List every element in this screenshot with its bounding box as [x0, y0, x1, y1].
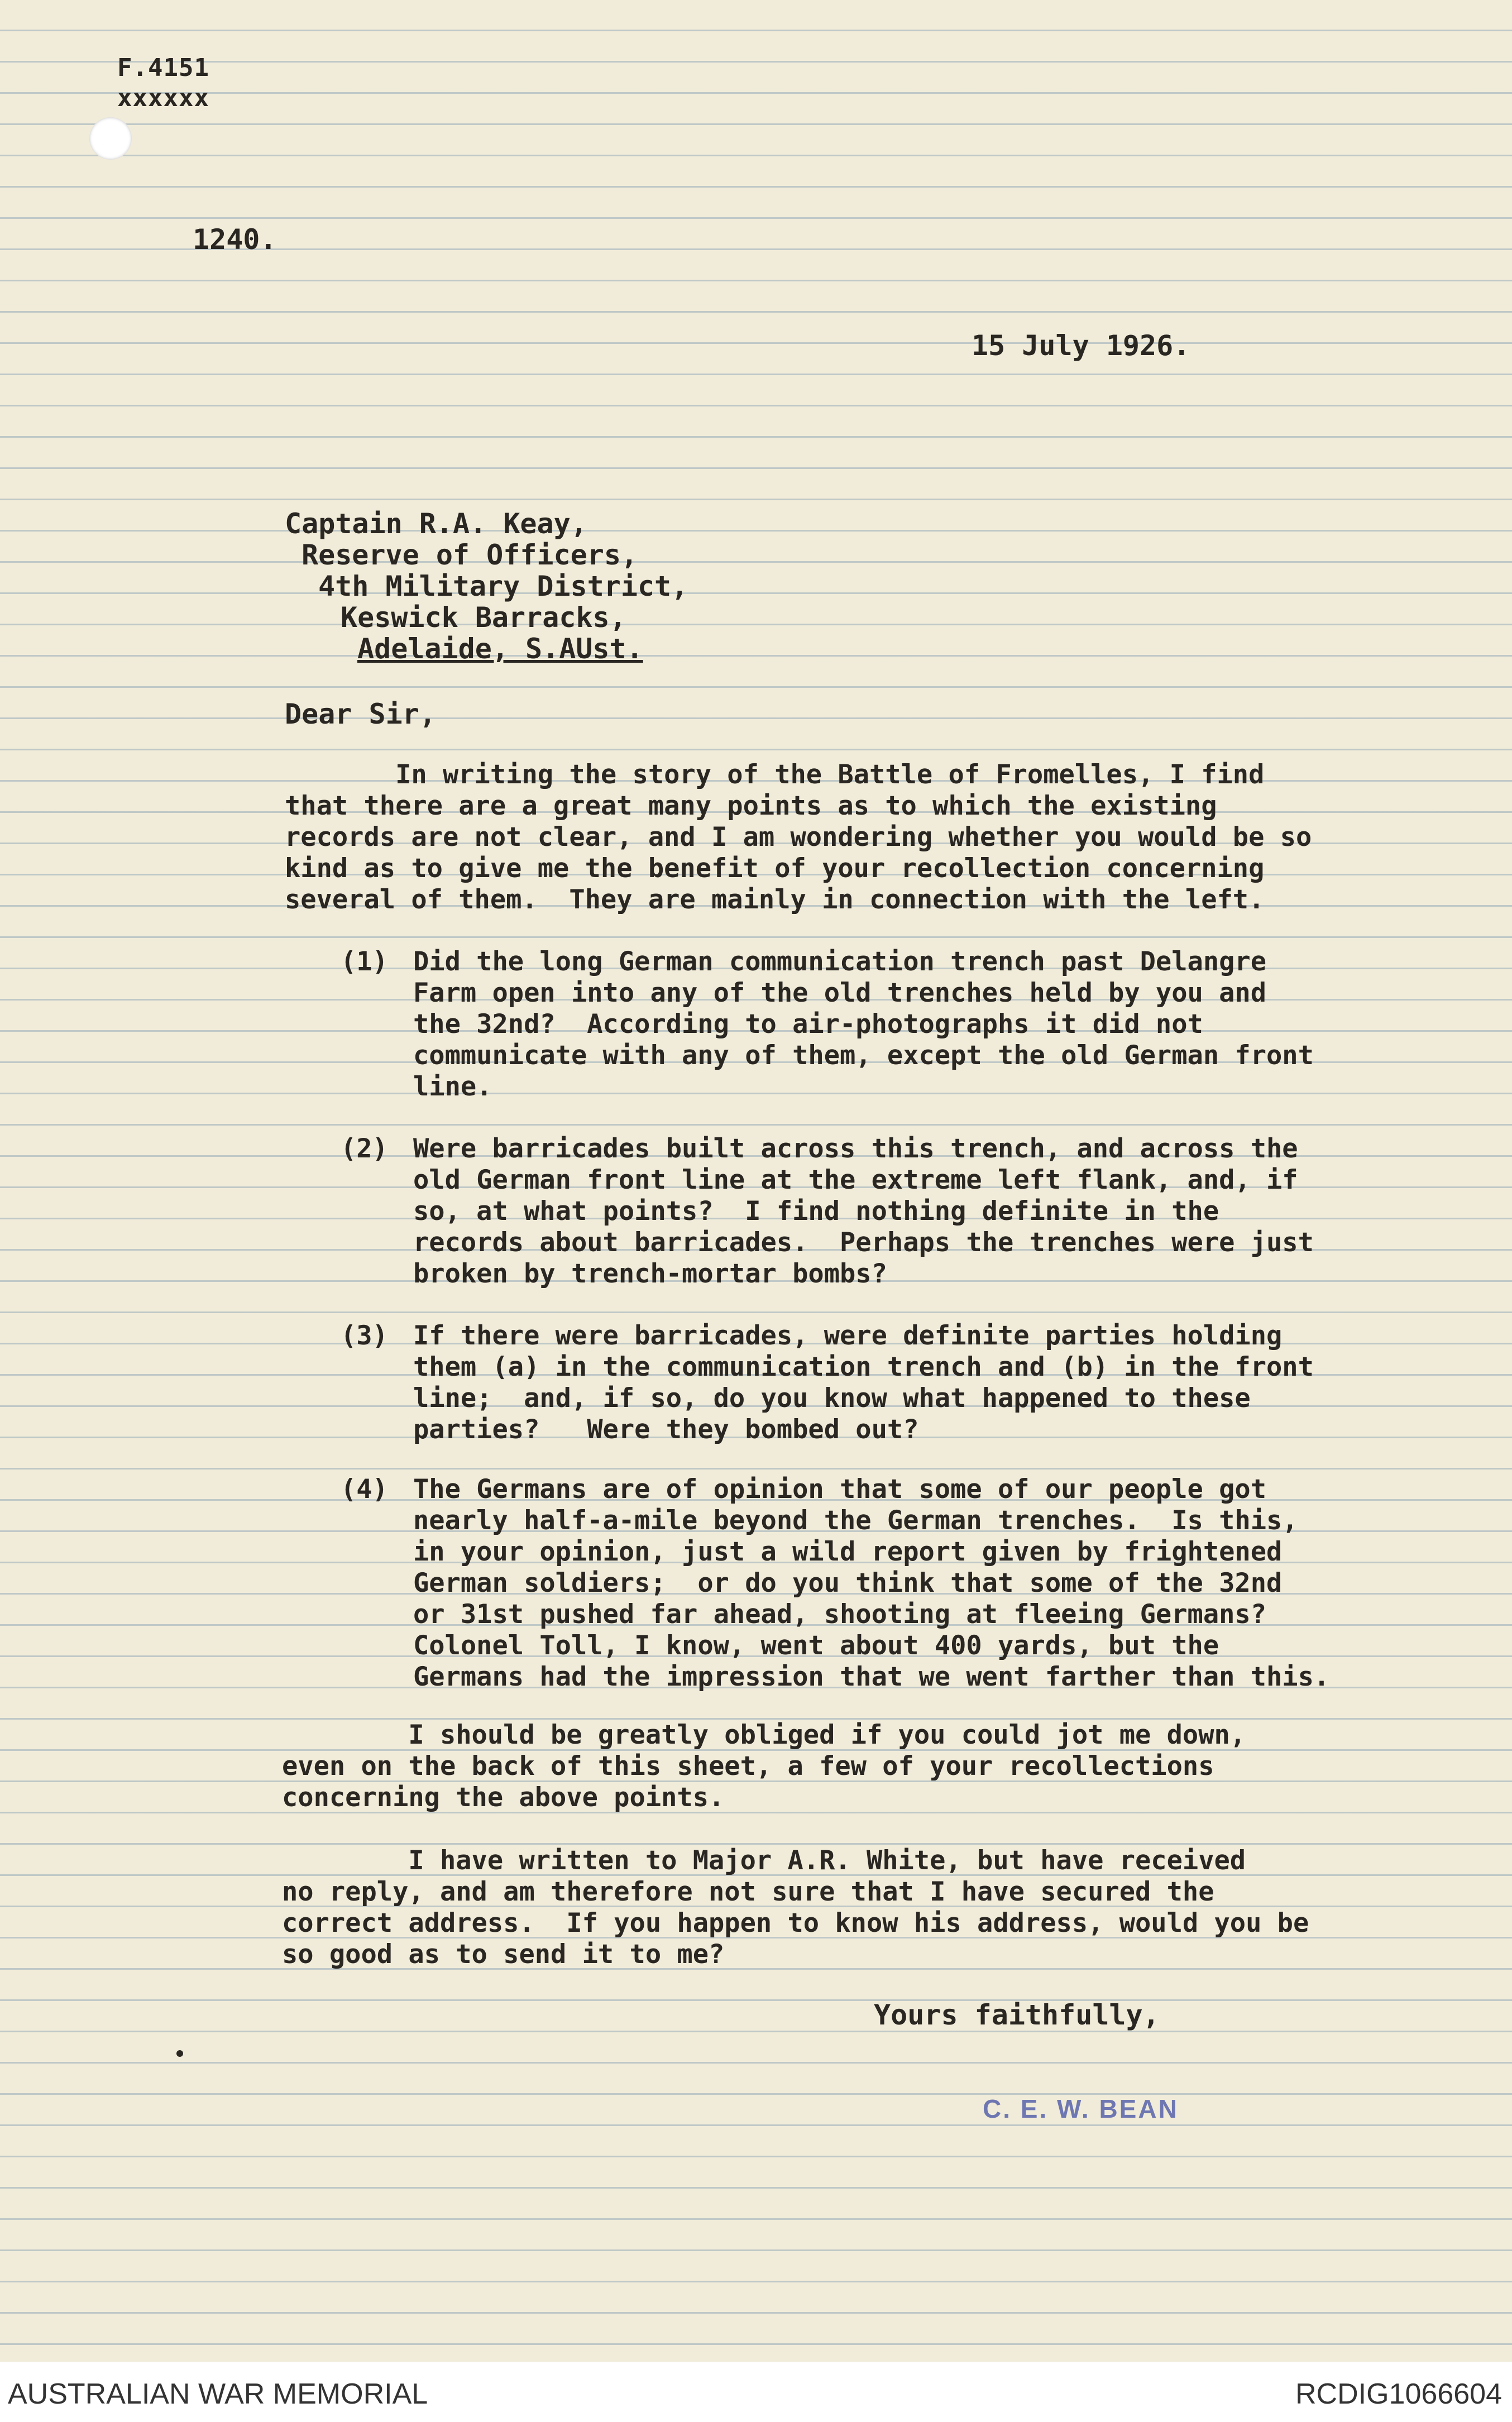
address-line: Captain R.A. Keay, [285, 508, 587, 540]
reference-strikeout: xxxxxx [117, 84, 209, 112]
question-number: (3) [341, 1320, 388, 1351]
address-line: 4th Military District, [318, 570, 688, 602]
obliged-paragraph: I should be greatly obliged if you could jot me down, even on the back of this sheet, a few of your recollections concerning the above points. [282, 1720, 1246, 1813]
archive-footer [0, 2362, 1512, 2422]
reference-number: F.4151 [117, 54, 209, 82]
question-text: Did the long German communication trench past Delangre Farm open into any of the old trenches held by you and the 32nd? According to air-photographs it did not communicate with any of them, except the old German front line. [413, 946, 1314, 1102]
question-number: (2) [341, 1133, 388, 1164]
address-line: Adelaide, S.AUst. [357, 633, 643, 665]
footer-institution: AUSTRALIAN WAR MEMORIAL [8, 2378, 428, 2410]
question-text: Were barricades built across this trench, and across the old German front line at the extreme left flank, and, if so, at what points? I find nothing definite in the records about barricades. Perhaps the trenches were just broken by trench-mortar bombs? [413, 1133, 1314, 1289]
address-line: Reserve of Officers, [302, 539, 638, 571]
recipient-address [285, 508, 688, 664]
punch-hole [89, 117, 132, 160]
intro-paragraph: In writing the story of the Battle of Fromelles, I find that there are a great many points as to which the existing records are not clear, and I am wondering whether you would be so kind as to give me the benefit of your recollection concerning several of them. They are mainly in connection with the left. [285, 759, 1312, 915]
question-number: (1) [341, 946, 388, 977]
question-text: The Germans are of opinion that some of our people got nearly half-a-mile beyond the German trenches. Is this, in your opinion, just a wild report given by frightened German soldiers; or do you think that some of the 32nd or 31st pushed far ahead, shooting at fleeing Germans? Colonel Toll, I know, went about 400 yards, but the Germans had the impression that we went farther than this. [413, 1474, 1330, 1692]
closing: Yours faithfully, [874, 1999, 1160, 2031]
address-line: Keswick Barracks, [341, 601, 626, 634]
white-paragraph: I have written to Major A.R. White, but have received no reply, and am therefore not sure that I have secured the correct address. If you happen to know his address, would you be so good as to send it to me? [282, 1845, 1309, 1970]
footer-item-id: RCDIG1066604 [1295, 2378, 1502, 2410]
ink-dot [176, 2050, 183, 2057]
question-number: (4) [341, 1474, 388, 1505]
salutation: Dear Sir, [285, 698, 436, 730]
question-text: If there were barricades, were definite parties holding them (a) in the communication trench and (b) in the front line; and, if so, do you know what happened to these parties? Were they bombed out? [413, 1320, 1314, 1445]
letter-date: 15 July 1926. [972, 329, 1190, 362]
file-number: 1240. [193, 223, 277, 256]
signature-stamp: C. E. W. BEAN [983, 2094, 1179, 2123]
